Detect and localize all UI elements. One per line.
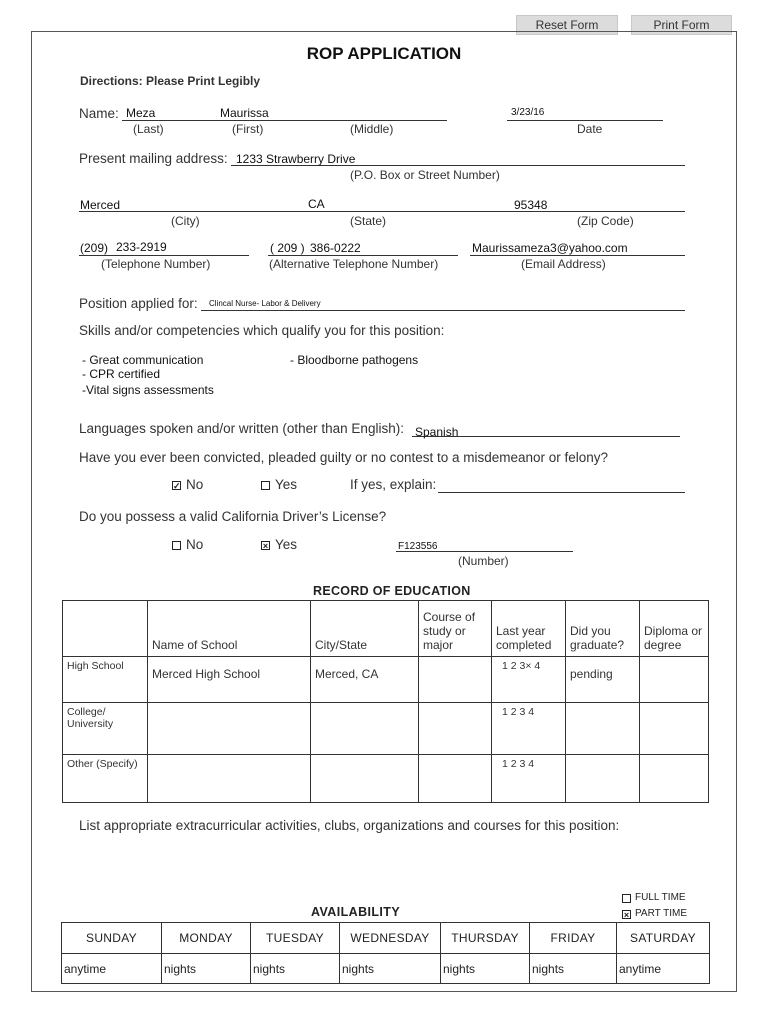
day-header: WEDNESDAY — [340, 923, 441, 954]
education-type: Other (Specify) — [63, 755, 148, 803]
part-time-label: PART TIME — [635, 908, 688, 919]
availability-value-row — [62, 954, 710, 984]
state-field[interactable]: CA — [308, 197, 325, 211]
license-yes-checkbox[interactable]: × — [262, 541, 269, 551]
position-line — [201, 310, 685, 311]
phone-line — [79, 255, 249, 256]
alt-phone-area-field[interactable]: ( 209 ) — [270, 241, 305, 255]
alt-phone-caption: (Alternative Telephone Number) — [269, 257, 439, 271]
license-number-caption: (Number) — [458, 554, 509, 568]
skill-item[interactable]: - Bloodborne pathogens — [290, 353, 419, 367]
day-header: SUNDAY — [62, 923, 162, 954]
convicted-yes-label: Yes — [275, 477, 298, 492]
degree-cell[interactable] — [640, 703, 709, 755]
day-header: MONDAY — [162, 923, 251, 954]
skills-label: Skills and/or competencies which qualify you for this position: — [79, 323, 445, 338]
skill-item[interactable]: -Vital signs assessments — [82, 383, 214, 397]
table-header: Diploma or degree — [640, 601, 709, 657]
last-caption: (Last) — [133, 122, 164, 136]
street-field[interactable]: 1233 Strawberry Drive — [236, 152, 356, 166]
availability-cell[interactable]: nights — [441, 954, 530, 984]
table-header: Course of study or major — [419, 601, 492, 657]
languages-field[interactable]: Spanish — [415, 425, 459, 439]
full-time-label: FULL TIME — [635, 892, 686, 903]
last-name-field[interactable]: Meza — [126, 106, 156, 120]
graduate-cell[interactable]: pending — [566, 657, 640, 703]
education-type: College/ University — [63, 703, 148, 755]
full-time-checkbox[interactable] — [622, 894, 631, 903]
zip-field[interactable]: 95348 — [514, 198, 548, 212]
zip-caption: (Zip Code) — [577, 214, 634, 228]
alt-phone-line — [268, 255, 458, 256]
name-label: Name: — [79, 106, 119, 121]
years-cell[interactable]: 1 2 3 4 — [492, 703, 566, 755]
email-caption: (Email Address) — [521, 257, 606, 271]
email-line — [470, 255, 685, 256]
alt-phone-field[interactable]: 386-0222 — [310, 241, 361, 255]
convicted-question: Have you ever been convicted, pleaded guilty or no contest to a misdemeanor or felony? — [79, 450, 609, 465]
explain-line[interactable] — [438, 492, 685, 493]
skill-item[interactable]: - Great communication — [82, 353, 204, 367]
city-state-cell[interactable]: Merced, CA — [311, 657, 419, 703]
languages-label: Languages spoken and/or written (other than English): — [79, 421, 404, 436]
graduate-cell[interactable] — [566, 703, 640, 755]
first-caption: (First) — [232, 122, 264, 136]
availability-table — [61, 922, 710, 984]
city-field[interactable]: Merced — [80, 198, 121, 212]
years-cell[interactable]: 1 2 3 4 — [492, 755, 566, 803]
license-yes-label: Yes — [275, 537, 298, 552]
license-question: Do you possess a valid California Driver’s License? — [79, 509, 387, 524]
table-row — [63, 755, 709, 803]
course-cell[interactable] — [419, 703, 492, 755]
email-field[interactable]: Maurissameza3@yahoo.com — [472, 241, 628, 255]
availability-cell[interactable]: nights — [530, 954, 617, 984]
city-state-cell[interactable] — [311, 703, 419, 755]
school-name-cell[interactable]: Merced High School — [148, 657, 311, 703]
reset-form-button[interactable]: Reset Form — [516, 15, 618, 35]
license-no-label: No — [186, 537, 204, 552]
availability-cell[interactable]: nights — [340, 954, 441, 984]
skill-item[interactable]: - CPR certified — [82, 367, 161, 381]
availability-cell[interactable]: anytime — [62, 954, 162, 984]
school-name-cell[interactable] — [148, 703, 311, 755]
convicted-no-label: No — [186, 477, 204, 492]
years-cell[interactable]: 1 2 3× 4 — [492, 657, 566, 703]
position-label: Position applied for: — [79, 296, 198, 311]
degree-cell[interactable] — [640, 755, 709, 803]
convicted-no-checkbox[interactable]: ✓ — [173, 481, 181, 491]
table-header — [63, 601, 148, 657]
phone-field[interactable]: 233-2919 — [116, 240, 167, 254]
middle-caption: (Middle) — [350, 122, 394, 136]
extracurricular-label: List appropriate extracurricular activities, clubs, organizations and courses for this position: — [79, 818, 620, 833]
availability-cell[interactable]: anytime — [617, 954, 710, 984]
education-header-row — [63, 601, 709, 657]
directions: Directions: Please Print Legibly — [80, 74, 261, 88]
table-header: City/State — [311, 601, 419, 657]
availability-cell[interactable]: nights — [162, 954, 251, 984]
street-caption: (P.O. Box or Street Number) — [350, 168, 500, 182]
course-cell[interactable] — [419, 657, 492, 703]
table-header: Name of School — [148, 601, 311, 657]
day-header: FRIDAY — [530, 923, 617, 954]
explain-label: If yes, explain: — [350, 477, 437, 492]
availability-title: AVAILABILITY — [311, 905, 401, 919]
phone-area-field[interactable]: (209) — [80, 241, 109, 255]
day-header: THURSDAY — [441, 923, 530, 954]
city-caption: (City) — [171, 214, 200, 228]
first-name-field[interactable]: Maurissa — [220, 106, 269, 120]
part-time-checkbox[interactable]: × — [623, 910, 630, 920]
day-header: TUESDAY — [251, 923, 340, 954]
degree-cell[interactable] — [640, 657, 709, 703]
availability-header-row — [62, 923, 710, 954]
city-state-zip-line — [79, 211, 685, 212]
education-table — [62, 600, 709, 803]
phone-caption: (Telephone Number) — [101, 257, 211, 271]
availability-cell[interactable]: nights — [251, 954, 340, 984]
school-name-cell[interactable] — [148, 755, 311, 803]
date-field[interactable]: 3/23/16 — [511, 107, 545, 118]
education-title: RECORD OF EDUCATION — [313, 584, 471, 598]
city-state-cell[interactable] — [311, 755, 419, 803]
table-row — [63, 657, 709, 703]
state-caption: (State) — [350, 214, 387, 228]
course-cell[interactable] — [419, 755, 492, 803]
table-row — [63, 703, 709, 755]
address-label: Present mailing address: — [79, 151, 228, 166]
form-title: ROP APPLICATION — [306, 44, 462, 63]
position-field[interactable]: Clincal Nurse- Labor & Delivery — [209, 299, 321, 308]
graduate-cell[interactable] — [566, 755, 640, 803]
education-type: High School — [63, 657, 148, 703]
name-line — [122, 120, 447, 121]
license-no-checkbox[interactable] — [172, 541, 181, 550]
print-form-button[interactable]: Print Form — [631, 15, 732, 35]
table-header: Last year completed — [492, 601, 566, 657]
date-caption: Date — [577, 122, 603, 136]
day-header: SATURDAY — [617, 923, 710, 954]
convicted-yes-checkbox[interactable] — [261, 481, 270, 490]
license-number-field[interactable]: F123556 — [398, 541, 438, 552]
date-line — [507, 120, 663, 121]
table-header: Did you graduate? — [566, 601, 640, 657]
